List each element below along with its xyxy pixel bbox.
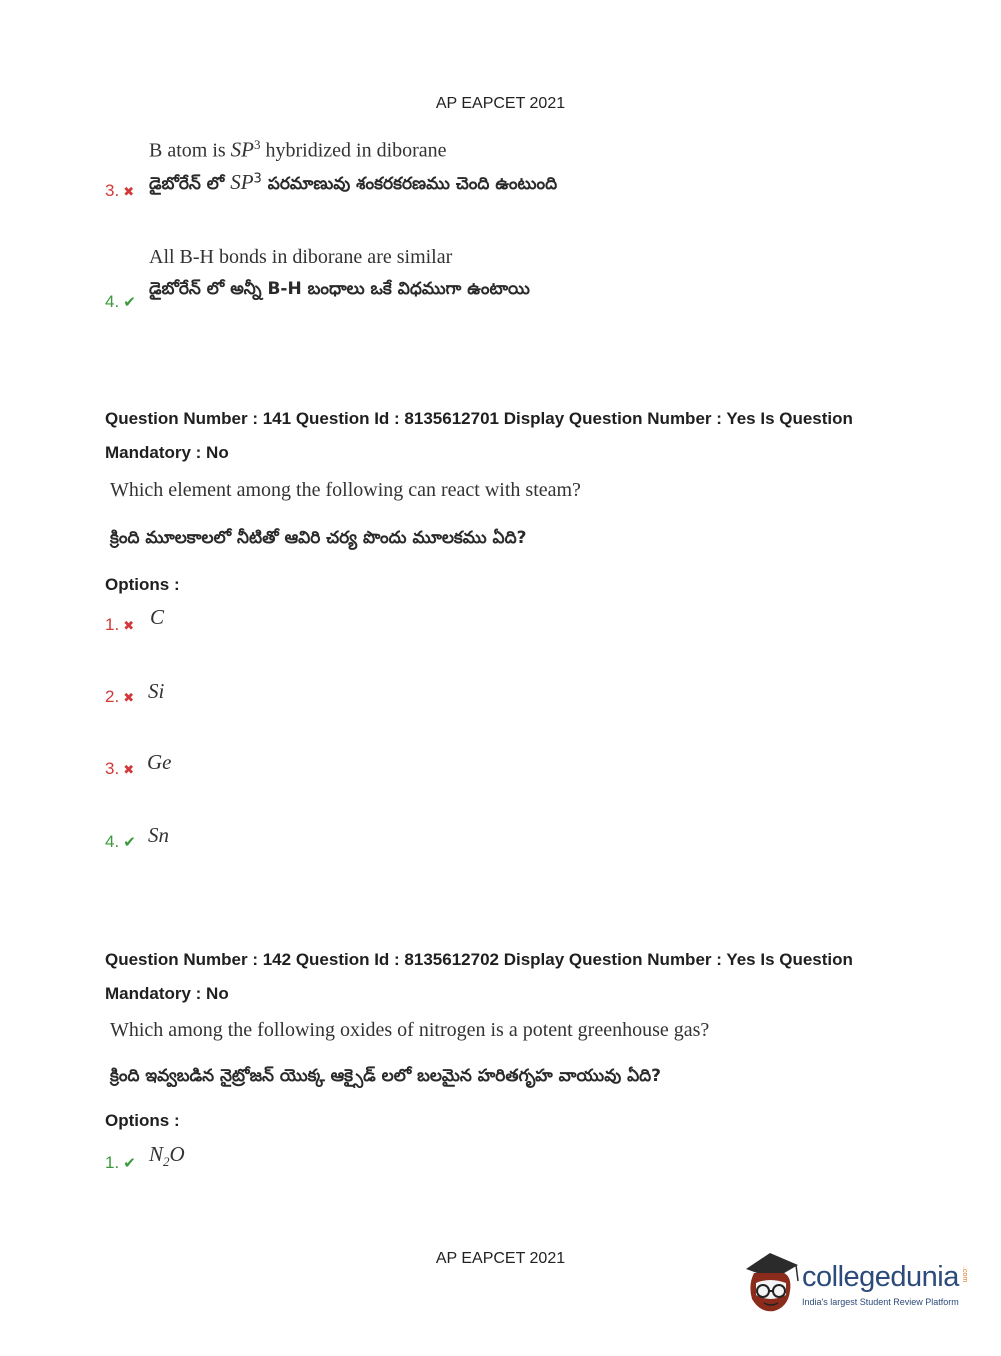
question-141-english: Which element among the following can react with steam? <box>110 479 581 501</box>
formula-part: O <box>169 1142 185 1166</box>
q141-option-3-text: Ge <box>147 750 172 774</box>
q141-option-4-text: Sn <box>148 823 169 847</box>
meta-line: Mandatory : No <box>105 443 229 462</box>
prev-option-3-telugu <box>149 170 557 198</box>
page-footer: AP EAPCET 2021 <box>435 1250 566 1267</box>
q141-option-2-text: Si <box>148 679 165 703</box>
question-141-meta <box>105 402 925 470</box>
option-number: 3. <box>105 181 120 200</box>
question-142-telugu: క్రింది ఇవ్వబడిన నైట్రోజన్ యొక్క ఆక్సైడ్ లలో బలమైన హరితగృహ వాయువు ఏది? <box>110 1066 662 1086</box>
superscript: 3 <box>253 171 262 187</box>
question-142-english: Which among the following oxides of nitrogen is a potent greenhouse gas? <box>110 1019 710 1041</box>
logo-name: collegedunia <box>802 1261 959 1293</box>
prev-option-4-english: All B-H bonds in diborane are similar <box>149 246 453 268</box>
meta-line: Question Number : 142 Question Id : 8135612702 Display Question Number : Yes Is Question <box>105 950 853 969</box>
math-term: SP <box>230 137 254 162</box>
text-part: డైబోరేన్ లో <box>149 174 231 194</box>
q142-option-1-text <box>149 1142 185 1170</box>
formula-part: N <box>149 1142 164 1166</box>
logo-tagline: India's largest Student Review Platform <box>802 1297 959 1307</box>
q141-option-1-text: C <box>150 605 165 629</box>
text-part: B atom is <box>149 139 231 162</box>
question-142-meta <box>105 943 925 1011</box>
page-header: AP EAPCET 2021 <box>435 95 566 112</box>
meta-line: Mandatory : No <box>105 984 229 1003</box>
q141-option-4 <box>105 832 136 852</box>
wrong-icon: ✖ <box>123 690 135 705</box>
collegedunia-logo <box>740 1245 980 1325</box>
check-icon: ✔ <box>123 1155 136 1172</box>
option-number: 2. <box>105 687 120 706</box>
prev-option-4-telugu: డైబోరేన్ లో అన్నీ B-H బంధాలు ఒకే విధముగా ఉంటాయి <box>149 279 530 299</box>
meta-line: Question Number : 141 Question Id : 8135612701 Display Question Number : Yes Is Question <box>105 409 853 428</box>
options-label: Options : <box>105 1111 180 1130</box>
option-number: 4. <box>105 832 120 851</box>
q141-option-3 <box>105 759 134 779</box>
subscript: 2 <box>163 1154 170 1170</box>
prev-option-3-english <box>149 137 447 163</box>
text-part: పరమాణువు శంకరకరణము చెంది ఉంటుంది <box>261 174 558 194</box>
wrong-icon: ✖ <box>123 184 135 199</box>
prev-option-3-marker <box>105 181 134 201</box>
superscript: 3 <box>254 137 261 152</box>
check-icon: ✔ <box>123 294 136 311</box>
wrong-icon: ✖ <box>123 762 135 777</box>
math-term: SP <box>230 170 254 194</box>
question-141-telugu: క్రింది మూలకాలలో నీటితో ఆవిరి చర్య పొందు మూలకము ఏది? <box>110 528 527 548</box>
q141-option-2 <box>105 687 134 707</box>
text-part: hybridized in diborane <box>260 139 447 162</box>
check-icon: ✔ <box>123 834 136 851</box>
option-number: 3. <box>105 759 120 778</box>
q141-option-1 <box>105 615 134 635</box>
q142-option-1 <box>105 1153 136 1173</box>
logo-suffix: .com <box>961 1267 968 1283</box>
option-number: 1. <box>105 1153 120 1172</box>
options-label: Options : <box>105 575 180 594</box>
option-number: 1. <box>105 615 120 634</box>
mascot-icon <box>740 1247 802 1321</box>
wrong-icon: ✖ <box>123 618 135 633</box>
option-number: 4. <box>105 292 120 311</box>
prev-option-4-marker <box>105 292 136 312</box>
